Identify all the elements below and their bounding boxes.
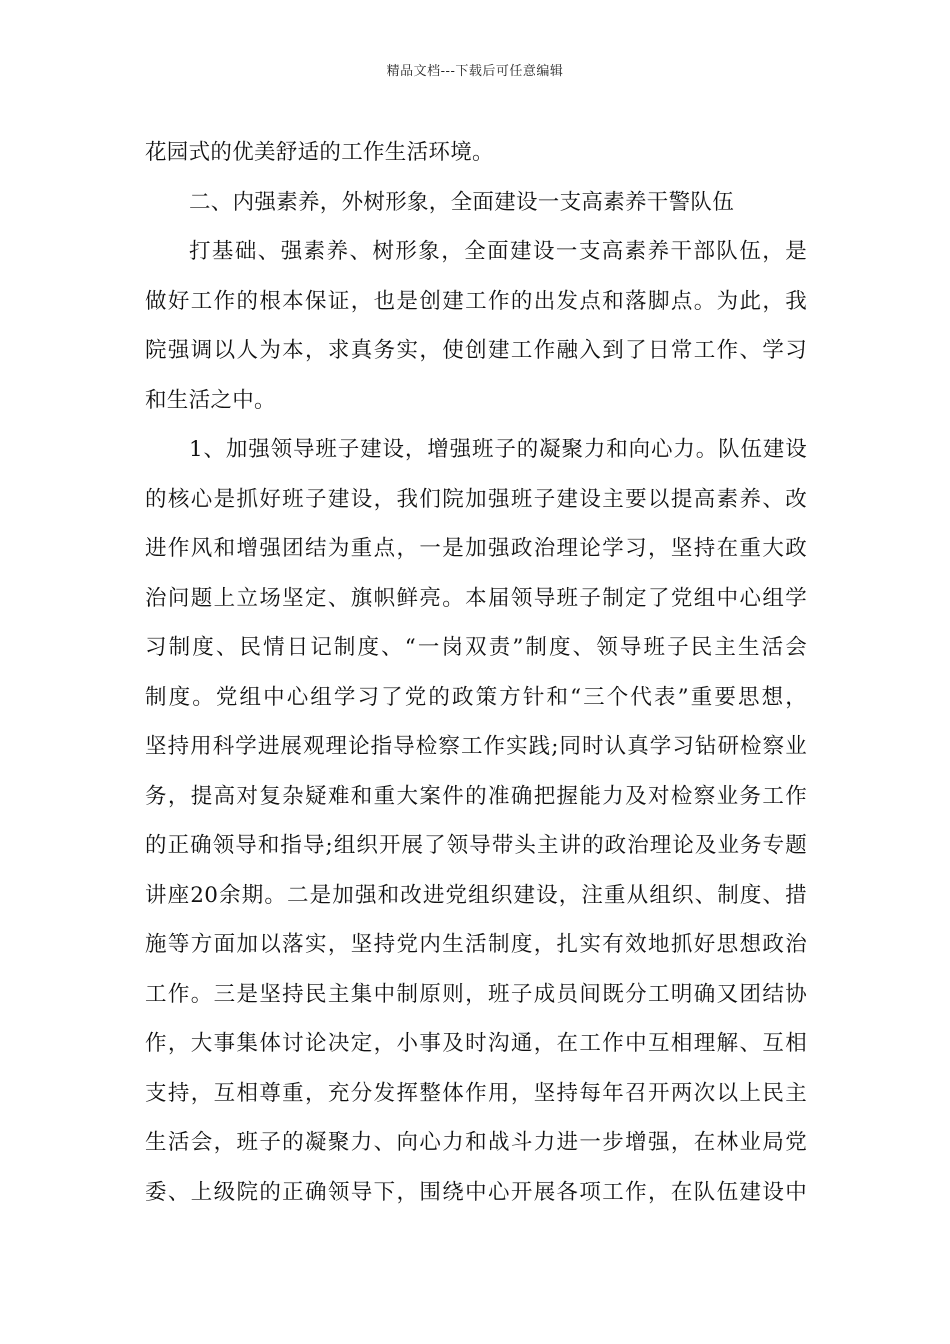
text-line: 花园式的优美舒适的工作生活环境。 [145,140,494,165]
text-line: 作，大事集体讨论决定，小事及时沟通，在工作中互相理解、互相 [145,1031,807,1056]
document-body [145,128,807,1217]
text-line: 的核心是抓好班子建设，我们院加强班子建设主要以提高素养、改 [145,486,807,512]
text-line: 习制度、民情日记制度、“一岗双责”制度、领导班子民主生活会 [145,635,807,660]
text-line: 1、加强领导班子建设，增强班子的凝聚力和向心力。队伍建设 [189,437,807,462]
text-line: 坚持用科学进展观理论指导检察工作实践;同时认真学习钻研检察业 [145,734,807,759]
text-line: 生活会，班子的凝聚力、向心力和战斗力进一步增强，在林业局党 [145,1130,807,1155]
text-line: 和生活之中。 [145,387,276,413]
section-heading: 二、内强素养，外树形象，全面建设一支高素养干警队伍 [189,189,735,215]
text-line: 支持，互相尊重，充分发挥整体作用，坚持每年召开两次以上民主 [145,1080,807,1106]
text-line: 治问题上立场坚定、旗帜鲜亮。本届领导班子制定了党组中心组学 [145,585,807,611]
text-line: 进作风和增强团结为重点，一是加强政治理论学习，坚持在重大政 [145,536,807,561]
text-line: 院强调以人为本，求真务实，使创建工作融入到了日常工作、学习 [145,338,807,363]
text-line: 做好工作的根本保证，也是创建工作的出发点和落脚点。为此，我 [145,288,807,314]
text-line: 制度。党组中心组学习了党的政策方针和“三个代表”重要思想， [145,684,807,710]
text-line: 委、上级院的正确领导下，围绕中心开展各项工作，在队伍建设中 [145,1179,807,1205]
text-line: 施等方面加以落实，坚持党内生活制度，扎实有效地抓好思想政治 [145,932,807,957]
text-line: 讲座20余期。二是加强和改进党组织建设，注重从组织、制度、措 [145,882,807,908]
text-line: 的正确领导和指导;组织开展了领导带头主讲的政治理论及业务专题 [145,833,807,858]
text-line: 打基础、强素养、树形象，全面建设一支高素养干部队伍，是 [189,239,807,264]
page-header: 精品文档---下载后可任意编辑 [386,64,564,79]
text-line: 工作。三是坚持民主集中制原则，班子成员间既分工明确又团结协 [145,981,807,1007]
text-line: 务，提高对复杂疑难和重大案件的准确把握能力及对检察业务工作 [145,783,807,809]
